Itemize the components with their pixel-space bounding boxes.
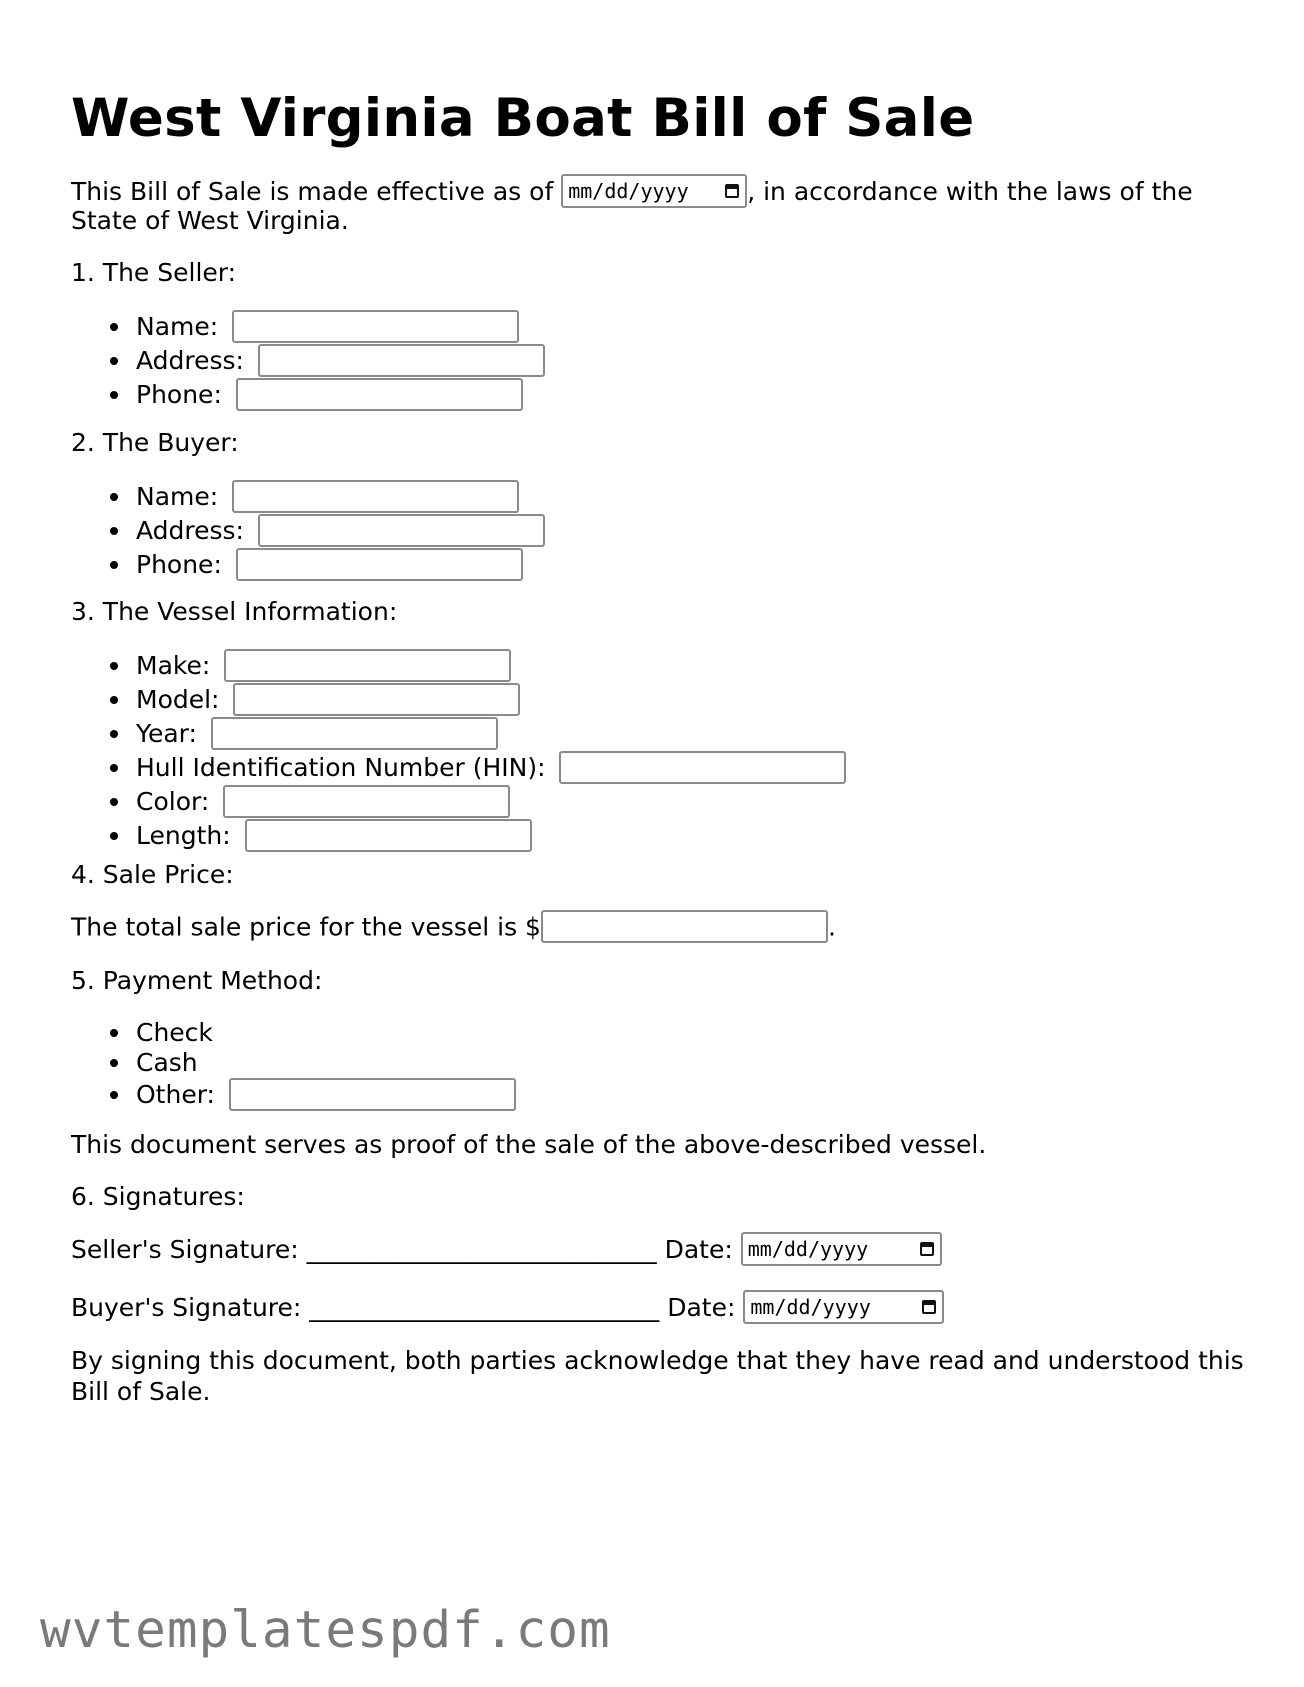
payment-options bbox=[71, 1018, 516, 1112]
sale-price-text: The total sale price for the vessel is $ bbox=[71, 912, 541, 942]
vessel-year-input[interactable] bbox=[211, 717, 498, 750]
buyer-phone-input[interactable] bbox=[236, 548, 523, 581]
signatures-heading: 6. Signatures: bbox=[71, 1182, 245, 1211]
site-watermark: wvtemplatespdf.com bbox=[40, 1601, 611, 1660]
list-item bbox=[71, 1048, 516, 1078]
list-item bbox=[71, 480, 545, 514]
seller-address-label: Address: bbox=[136, 346, 244, 375]
list-item bbox=[71, 1018, 516, 1048]
effective-date-placeholder: mm/dd/yyyy bbox=[568, 179, 689, 203]
intro-line-2: State of West Virginia. bbox=[71, 206, 349, 235]
buyer-signature-label: Buyer's Signature: bbox=[71, 1293, 302, 1322]
buyer-date-label: Date: bbox=[667, 1293, 736, 1322]
seller-signature-label: Seller's Signature: bbox=[71, 1235, 299, 1264]
proof-text: This document serves as proof of the sale of the above-described vessel. bbox=[71, 1130, 987, 1159]
payment-heading: 5. Payment Method: bbox=[71, 966, 323, 995]
vessel-model-label: Model: bbox=[136, 685, 220, 714]
buyer-signature-line bbox=[71, 1292, 944, 1326]
list-item bbox=[71, 751, 846, 785]
seller-phone-label: Phone: bbox=[136, 380, 222, 409]
acknowledgement-text: By signing this document, both parties acknowledge that they have read and understood this Bill of Sale. bbox=[71, 1346, 1244, 1406]
buyer-date-input[interactable] bbox=[743, 1290, 944, 1324]
seller-fields bbox=[71, 310, 545, 412]
intro-text-after: , in accordance with the laws of the bbox=[747, 177, 1193, 206]
list-item bbox=[71, 514, 545, 548]
seller-address-input[interactable] bbox=[258, 344, 545, 377]
effective-date-input[interactable] bbox=[561, 174, 747, 208]
vessel-length-label: Length: bbox=[136, 821, 231, 850]
vessel-heading: 3. The Vessel Information: bbox=[71, 597, 398, 626]
sale-price-heading: 4. Sale Price: bbox=[71, 860, 234, 889]
vessel-hin-label: Hull Identification Number (HIN): bbox=[136, 753, 546, 782]
seller-date-placeholder: mm/dd/yyyy bbox=[747, 1237, 869, 1261]
buyer-name-input[interactable] bbox=[232, 480, 519, 513]
payment-option-cash: Cash bbox=[136, 1048, 198, 1077]
list-item bbox=[71, 310, 545, 344]
buyer-date-placeholder: mm/dd/yyyy bbox=[750, 1295, 871, 1319]
buyer-heading: 2. The Buyer: bbox=[71, 428, 239, 457]
intro-text-before: This Bill of Sale is made effective as of bbox=[71, 177, 562, 206]
seller-date-input[interactable] bbox=[741, 1232, 942, 1266]
buyer-address-input[interactable] bbox=[258, 514, 545, 547]
sale-price-end: . bbox=[827, 912, 836, 942]
vessel-year-label: Year: bbox=[136, 719, 197, 748]
list-item bbox=[71, 649, 846, 683]
calendar-icon[interactable] bbox=[725, 184, 739, 198]
intro-line bbox=[71, 176, 1193, 210]
seller-date-label: Date: bbox=[664, 1235, 733, 1264]
buyer-name-label: Name: bbox=[136, 482, 219, 511]
seller-name-label: Name: bbox=[136, 312, 219, 341]
list-item bbox=[71, 1078, 516, 1112]
calendar-icon[interactable] bbox=[922, 1300, 936, 1314]
list-item bbox=[71, 548, 545, 582]
seller-heading: 1. The Seller: bbox=[71, 258, 237, 287]
list-item bbox=[71, 717, 846, 751]
calendar-icon[interactable] bbox=[920, 1242, 934, 1256]
buyer-signature-blank[interactable]: ____________________________ bbox=[309, 1293, 660, 1322]
list-item bbox=[71, 378, 545, 412]
vessel-model-input[interactable] bbox=[233, 683, 520, 716]
vessel-length-input[interactable] bbox=[245, 819, 532, 852]
list-item bbox=[71, 819, 846, 853]
payment-other-input[interactable] bbox=[229, 1078, 516, 1111]
payment-other-label: Other: bbox=[136, 1080, 215, 1109]
buyer-address-label: Address: bbox=[136, 516, 244, 545]
list-item bbox=[71, 683, 846, 717]
seller-phone-input[interactable] bbox=[236, 378, 523, 411]
buyer-phone-label: Phone: bbox=[136, 550, 222, 579]
sale-price-line bbox=[71, 912, 836, 945]
vessel-make-label: Make: bbox=[136, 651, 211, 680]
vessel-color-label: Color: bbox=[136, 787, 210, 816]
vessel-hin-input[interactable] bbox=[559, 751, 846, 784]
buyer-fields bbox=[71, 480, 545, 582]
list-item bbox=[71, 344, 545, 378]
payment-option-check: Check bbox=[136, 1018, 213, 1047]
seller-signature-blank[interactable]: ____________________________ bbox=[306, 1235, 657, 1264]
vessel-color-input[interactable] bbox=[223, 785, 510, 818]
vessel-fields bbox=[71, 649, 846, 853]
list-item bbox=[71, 785, 846, 819]
sale-price-input[interactable] bbox=[541, 910, 828, 943]
vessel-make-input[interactable] bbox=[224, 649, 511, 682]
seller-name-input[interactable] bbox=[232, 310, 519, 343]
page-title: West Virginia Boat Bill of Sale bbox=[71, 88, 975, 149]
seller-signature-line bbox=[71, 1234, 942, 1268]
